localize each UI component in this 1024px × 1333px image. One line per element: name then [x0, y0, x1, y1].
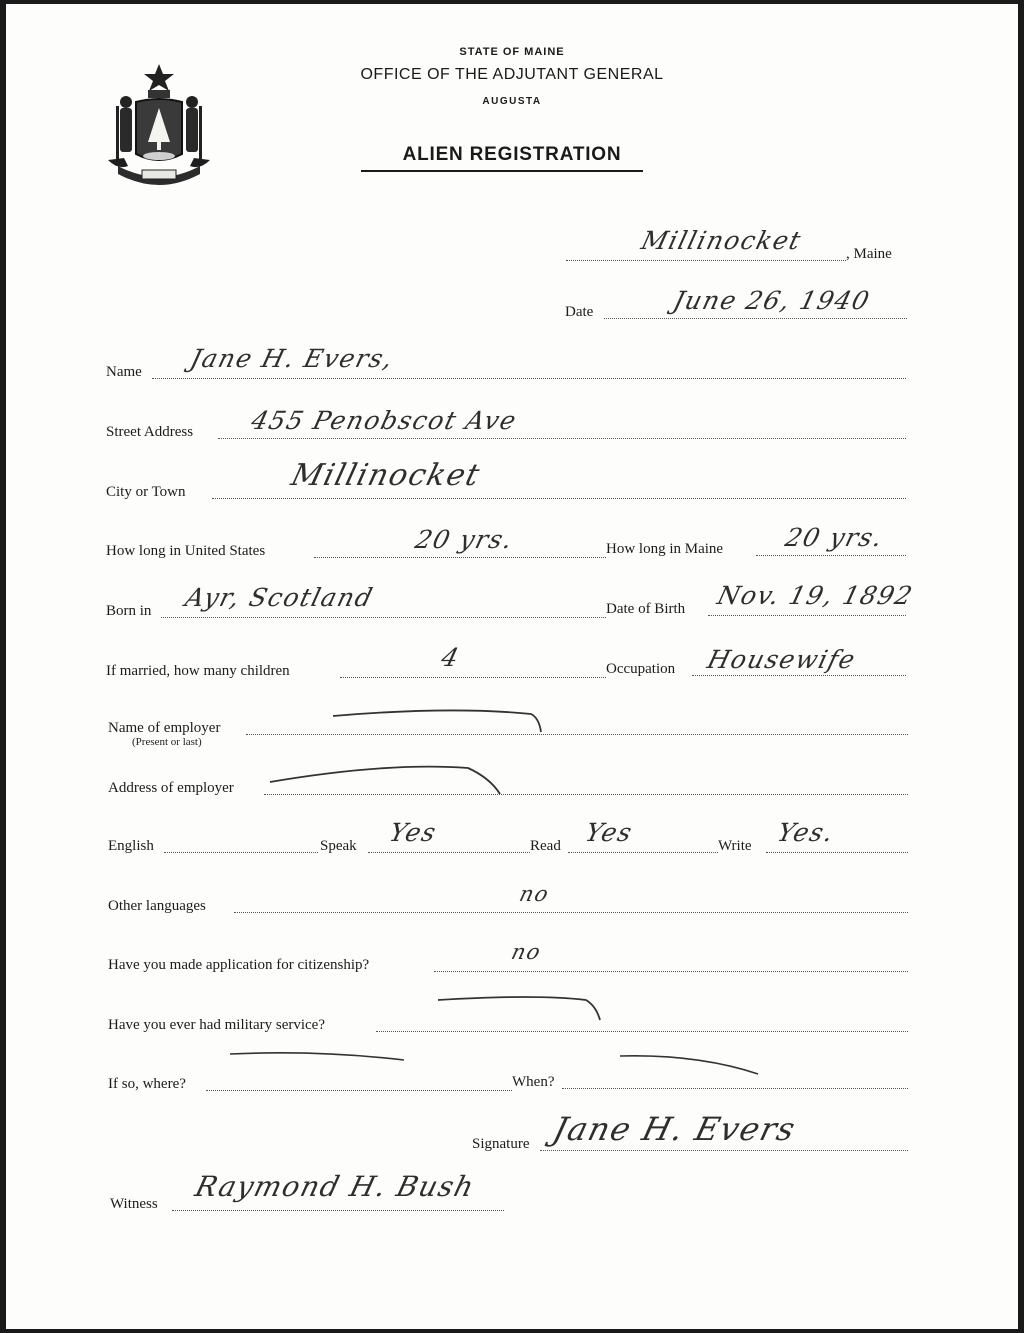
header-state: STATE OF MAINE: [459, 46, 565, 58]
other-languages-label: Other languages: [108, 898, 206, 914]
city-dotted-line: [212, 498, 906, 499]
occupation-dotted-line: [692, 675, 906, 676]
employer-address-blank-stroke: [268, 760, 504, 796]
birth-date-dotted-line: [708, 615, 906, 616]
witness-dotted-line: [172, 1210, 504, 1211]
header-city: AUGUSTA: [482, 96, 542, 107]
employer-address-label: Address of employer: [108, 780, 234, 796]
when-blank-stroke: [618, 1050, 764, 1078]
born-in-value: Ayr, Scotland: [182, 583, 377, 612]
us-duration-dotted-line: [314, 557, 606, 558]
us-duration-value: 20 yrs.: [412, 525, 517, 554]
title-underline: [361, 170, 643, 172]
employer-name-label: Name of employer: [108, 720, 221, 736]
children-value: 4: [438, 643, 464, 672]
where-blank-stroke: [228, 1048, 408, 1064]
street-dotted-line: [218, 438, 906, 439]
children-label: If married, how many children: [106, 663, 290, 679]
place-dotted-line: [566, 260, 846, 261]
read-value: Yes: [582, 818, 637, 847]
street-value: 455 Penobscot Ave: [248, 406, 521, 435]
signature-dotted-line: [540, 1150, 908, 1151]
write-label: Write: [718, 838, 752, 854]
write-dotted-line: [766, 852, 908, 853]
witness-label: Witness: [110, 1196, 158, 1212]
employer-name-sublabel: (Present or last): [132, 736, 202, 748]
document-page: [6, 4, 1018, 1329]
speak-value: Yes: [386, 818, 441, 847]
when-label: When?: [512, 1074, 555, 1090]
citizenship-value: no: [509, 940, 545, 964]
header-office: OFFICE OF THE ADJUTANT GENERAL: [360, 66, 664, 83]
birth-date-value: Nov. 19, 1892: [714, 581, 917, 610]
speak-label: Speak: [320, 838, 357, 854]
maine-duration-label: How long in Maine: [606, 541, 724, 557]
date-label: Date: [565, 304, 594, 320]
date-value: June 26, 1940: [670, 286, 874, 315]
name-label: Name: [106, 364, 142, 380]
english-label: English: [108, 838, 154, 854]
name-value: Jane H. Evers,: [187, 344, 397, 373]
birth-date-label: Date of Birth: [606, 601, 686, 617]
city-value: Millinocket: [287, 458, 485, 493]
speak-dotted-line: [368, 852, 530, 853]
signature-label: Signature: [472, 1136, 530, 1152]
place-value: Millinocket: [638, 226, 805, 255]
military-blank-stroke: [436, 990, 604, 1024]
city-label: City or Town: [106, 484, 186, 500]
maine-duration-value: 20 yrs.: [782, 523, 887, 552]
other-languages-dotted-line: [234, 912, 908, 913]
signature-value: Jane H. Evers: [549, 1110, 801, 1148]
maine-duration-dotted-line: [756, 555, 906, 556]
witness-value: Raymond H. Bush: [191, 1170, 479, 1203]
where-label: If so, where?: [108, 1076, 186, 1092]
military-dotted-line: [376, 1031, 908, 1032]
where-dotted-line: [206, 1090, 512, 1091]
write-value: Yes.: [774, 818, 838, 847]
other-languages-value: no: [517, 882, 553, 906]
english-dotted-line: [164, 852, 318, 853]
occupation-label: Occupation: [606, 661, 676, 677]
form-title: ALIEN REGISTRATION: [402, 144, 622, 165]
born-in-label: Born in: [106, 603, 152, 619]
name-dotted-line: [152, 378, 906, 379]
read-label: Read: [530, 838, 561, 854]
read-dotted-line: [568, 852, 718, 853]
place-suffix: , Maine: [846, 246, 892, 262]
employer-name-blank-stroke: [331, 704, 543, 736]
occupation-value: Housewife: [704, 645, 860, 674]
date-dotted-line: [604, 318, 907, 319]
citizenship-label: Have you made application for citizenship?: [108, 957, 370, 973]
when-dotted-line: [562, 1088, 908, 1089]
military-label: Have you ever had military service?: [108, 1017, 325, 1033]
born-in-dotted-line: [161, 617, 606, 618]
children-dotted-line: [340, 677, 606, 678]
street-label: Street Address: [106, 424, 194, 440]
citizenship-dotted-line: [434, 971, 908, 972]
us-duration-label: How long in United States: [106, 543, 266, 559]
